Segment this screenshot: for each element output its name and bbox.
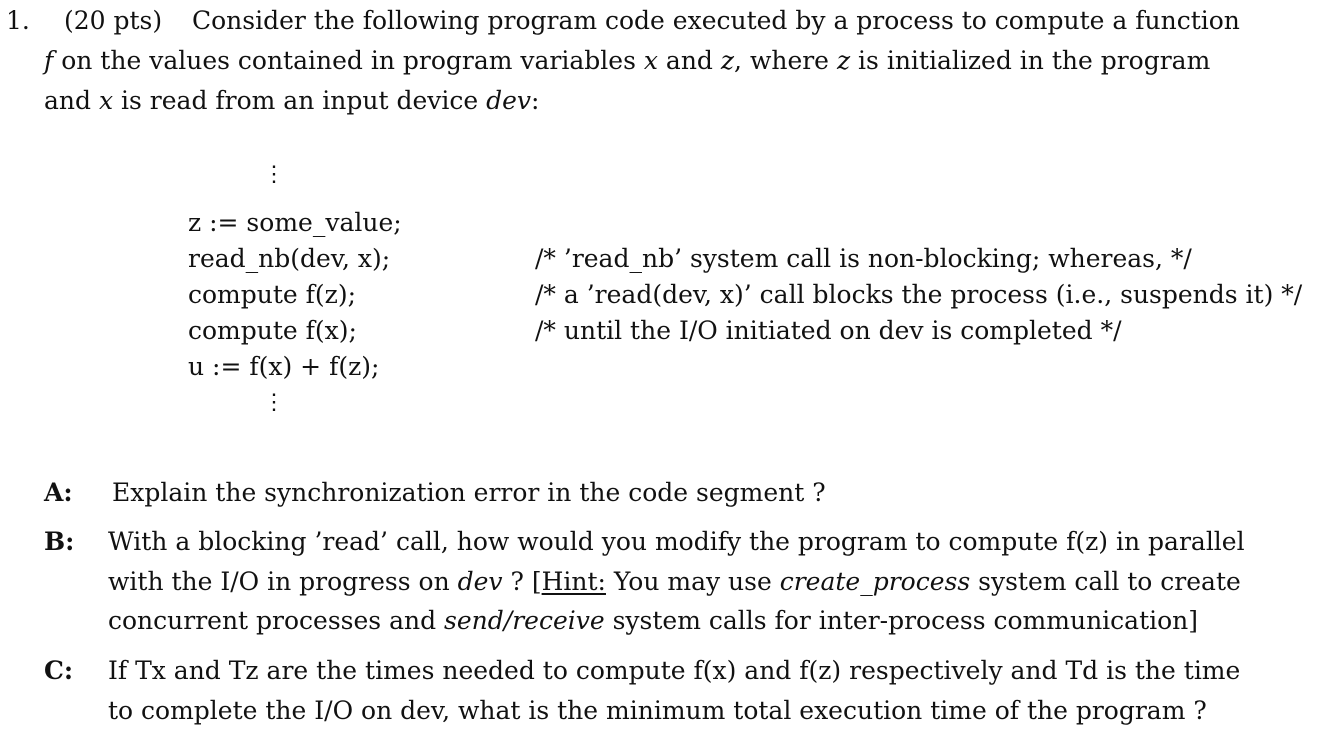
code-line-3: compute f(z); — [188, 280, 357, 309]
code-line-1: z := some_value; — [188, 208, 402, 237]
vertical-ellipsis-bottom: ⋮ — [263, 390, 285, 415]
code-comment-1: /* ’read_nb’ system call is non-blocking; whereas, */ — [535, 244, 1192, 273]
question-c-line-2: to complete the I/O on dev, what is the minimum total execution time of the program ? — [108, 696, 1207, 725]
intro-text: is initialized in the program — [850, 46, 1211, 75]
code-line-4: compute f(x); — [188, 316, 357, 345]
var-f: f — [44, 46, 54, 75]
intro-text: on the values contained in program variables — [53, 46, 644, 75]
question-b-text: system call to create — [970, 567, 1241, 596]
question-b-text: system calls for inter-process communication] — [604, 606, 1199, 635]
hint-label: Hint: — [541, 567, 606, 596]
question-b-line-2 — [108, 567, 1241, 596]
intro-text: and — [657, 46, 721, 75]
question-b-text: ? [ — [502, 567, 542, 596]
problem-points: (20 pts) — [64, 6, 163, 35]
question-b-text: with the I/O in progress on — [108, 567, 458, 596]
code-line-2: read_nb(dev, x); — [188, 244, 391, 273]
code-comment-2: /* a ’read(dev, x)’ call blocks the process (i.e., suspends it) */ — [535, 280, 1303, 309]
code-comment-3: /* until the I/O initiated on dev is completed */ — [535, 316, 1122, 345]
var-dev: dev — [486, 86, 532, 115]
code-line-5: u := f(x) + f(z); — [188, 352, 380, 381]
intro-line-2 — [44, 48, 1210, 73]
question-b-line-1: With a blocking ’read’ call, how would you modify the program to compute f(z) in parallel — [108, 527, 1245, 556]
var-z: z — [836, 46, 851, 75]
question-c-label: C: — [44, 656, 74, 685]
var-dev: dev — [457, 567, 503, 596]
var-z: z — [720, 46, 735, 75]
intro-text: : — [531, 86, 540, 115]
question-a-label: A: — [44, 478, 73, 507]
question-b-label: B: — [44, 527, 75, 556]
question-a-text: Explain the synchronization error in the code segment ? — [112, 478, 826, 507]
intro-line-3 — [44, 88, 539, 113]
intro-text: and — [44, 86, 99, 115]
problem-number: 1. — [6, 6, 30, 35]
intro-text: is read from an input device — [113, 86, 487, 115]
send-receive-term: send/receive — [444, 606, 605, 635]
var-x: x — [98, 86, 114, 115]
create-process-term: create_process — [779, 567, 971, 596]
question-b-line-3 — [108, 606, 1198, 635]
var-x: x — [643, 46, 658, 75]
vertical-ellipsis-top: ⋮ — [263, 162, 285, 187]
intro-line-1: Consider the following program code executed by a process to compute a function — [192, 6, 1240, 35]
question-b-text: You may use — [605, 567, 780, 596]
intro-text: , where — [734, 46, 837, 75]
question-c-line-1: If Tx and Tz are the times needed to compute f(x) and f(z) respectively and Td is the time — [108, 656, 1241, 685]
question-b-text: concurrent processes and — [108, 606, 445, 635]
